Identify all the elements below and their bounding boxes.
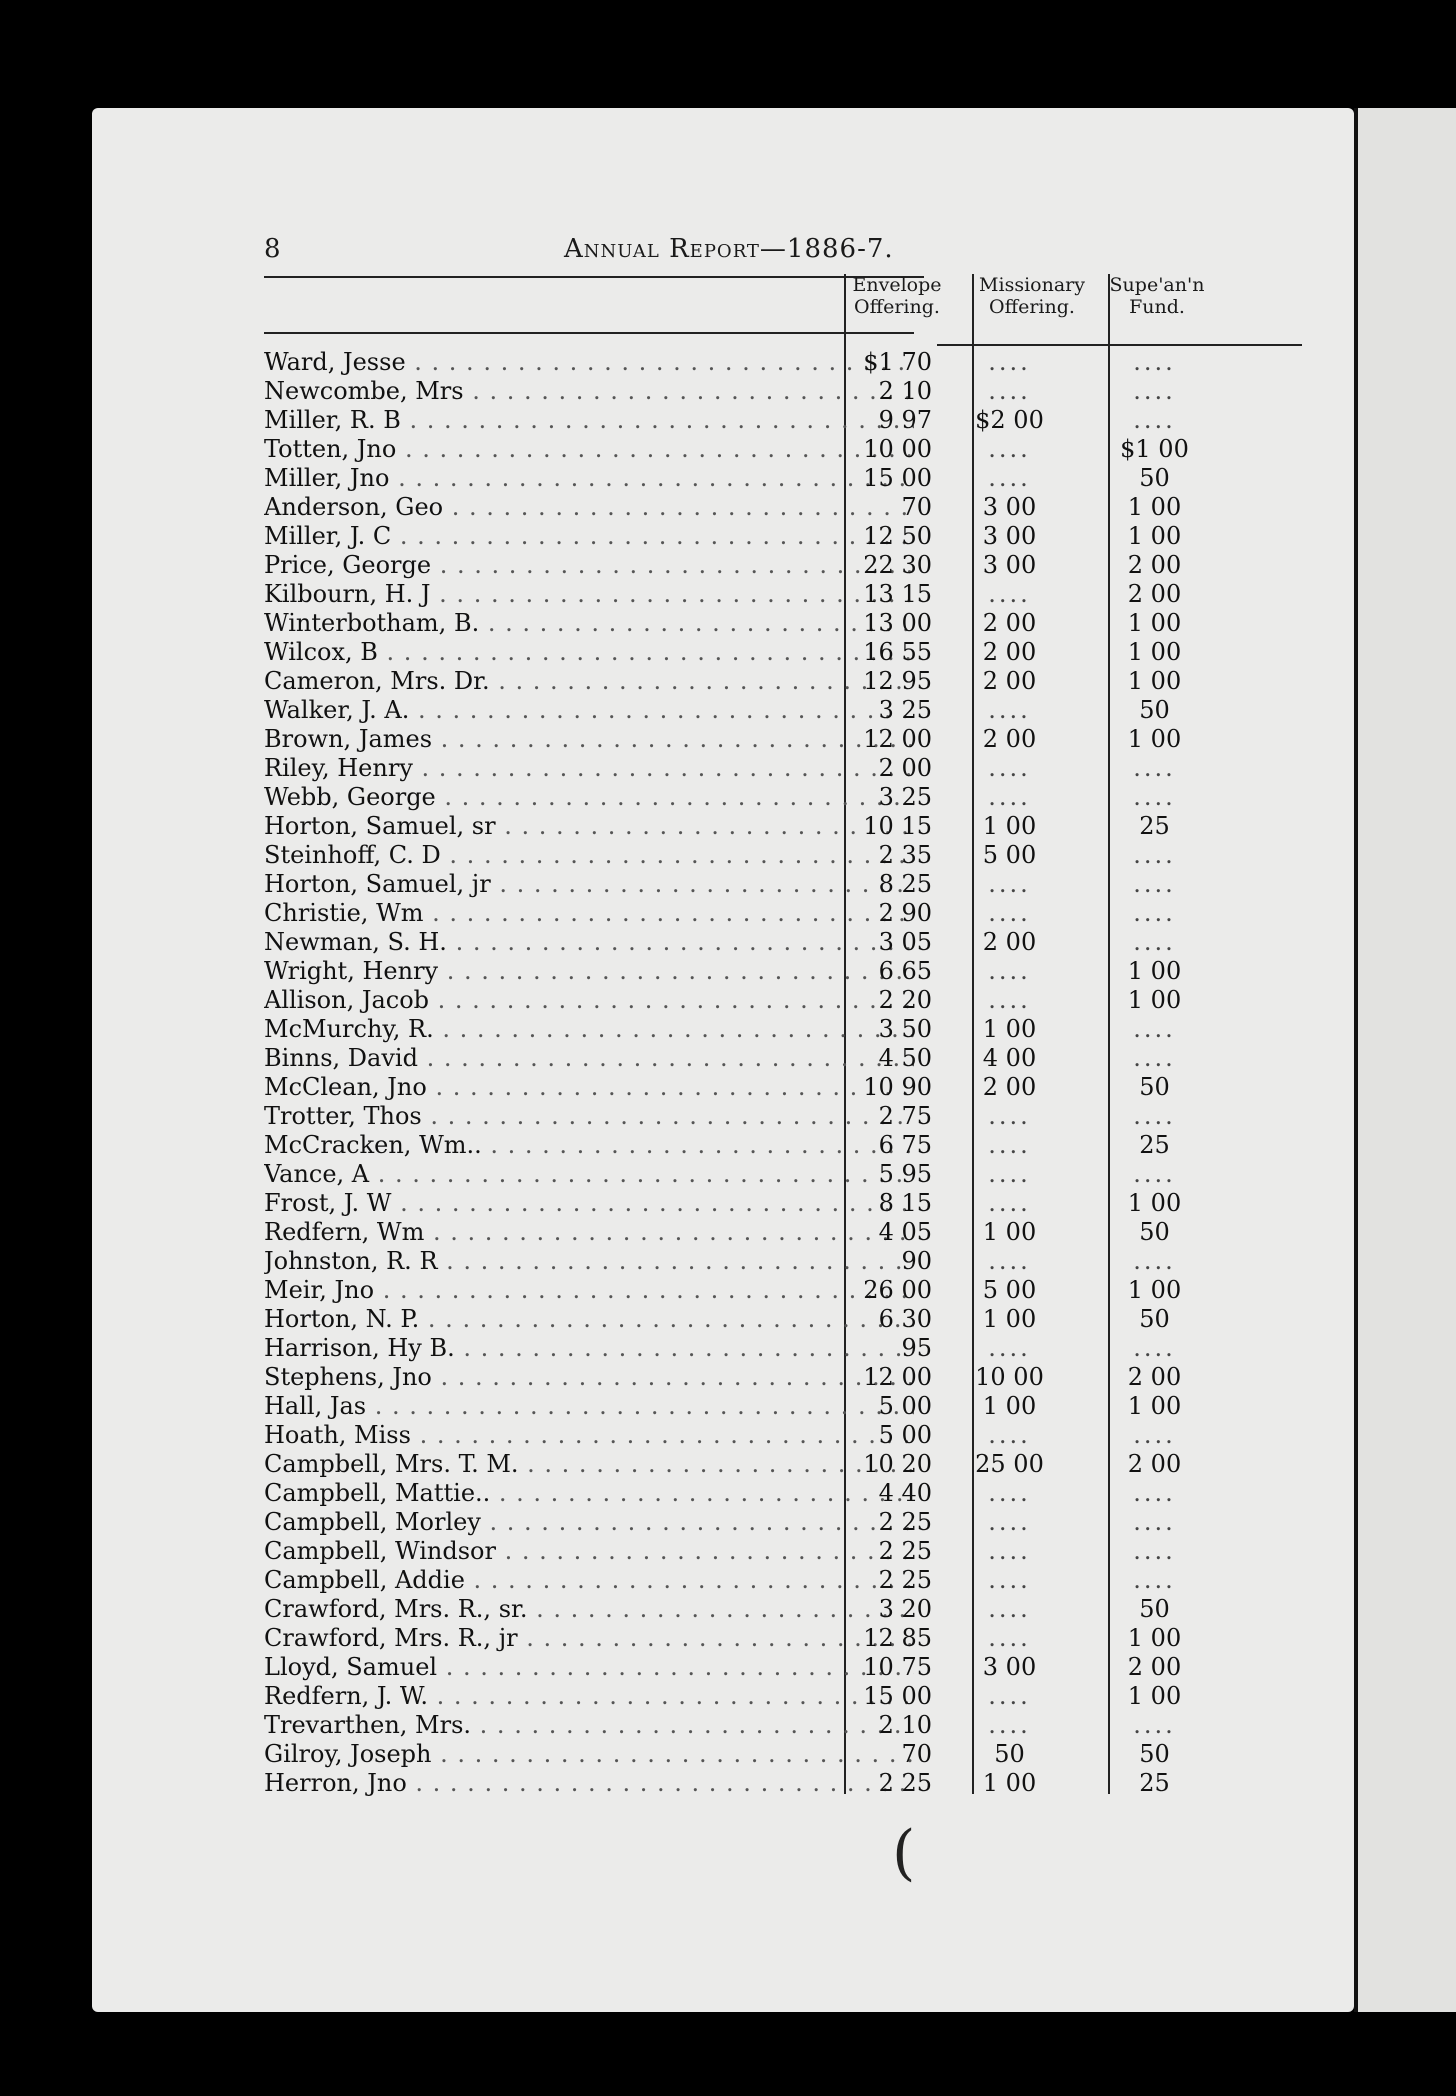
table-row <box>92 1189 1354 1218</box>
table-row <box>92 957 1354 986</box>
contributor-name: Vance, A . . . <box>264 1160 914 1189</box>
envelope-offering-cell: 13 00 <box>863 609 932 637</box>
missionary-offering-cell: .... <box>988 435 1031 463</box>
contributor-name: Hall, Jas . . . <box>264 1392 914 1421</box>
superannuation-fund-cell: .... <box>1133 754 1176 782</box>
missionary-offering-cell: 10 00 <box>975 1363 1044 1391</box>
table-row <box>92 928 1354 957</box>
contributor-name: Herron, Jno . . . <box>264 1769 914 1798</box>
missionary-offering-cell: 1 00 <box>982 1769 1037 1797</box>
table-row <box>92 1653 1354 1682</box>
envelope-offering-cell: 16 55 <box>863 638 932 666</box>
contributor-name: Kilbourn, H. J . . . <box>264 580 914 609</box>
contributor-name: Redfern, Wm . . . <box>264 1218 914 1247</box>
envelope-offering-cell: 4 50 <box>878 1044 932 1072</box>
missionary-offering-cell: .... <box>988 754 1031 782</box>
table-row <box>92 1682 1354 1711</box>
missionary-offering-cell: 3 00 <box>982 1653 1037 1681</box>
table-row <box>92 783 1354 812</box>
contributor-name: Horton, N. P. . . . <box>264 1305 914 1334</box>
missionary-offering-cell: .... <box>988 1537 1031 1565</box>
contributor-name: Wilcox, B . . . <box>264 638 914 667</box>
missionary-offering-cell: 2 00 <box>982 725 1037 753</box>
superannuation-fund-cell: .... <box>1133 1711 1176 1739</box>
table-row <box>92 609 1354 638</box>
missionary-offering-cell: .... <box>988 783 1031 811</box>
contributor-name: Harrison, Hy B. . . . <box>264 1334 914 1363</box>
missionary-offering-cell: .... <box>988 1711 1031 1739</box>
table-row <box>92 841 1354 870</box>
contributor-name: Walker, J. A. . . . <box>264 696 914 725</box>
contributor-name: Allison, Jacob . . . <box>264 986 914 1015</box>
envelope-offering-cell: 12 85 <box>863 1624 932 1652</box>
table-row <box>92 406 1354 435</box>
envelope-offering-cell: 3 25 <box>878 783 932 811</box>
envelope-offering-cell: 6 75 <box>878 1131 932 1159</box>
contributor-name: Horton, Samuel, jr . . . <box>264 870 914 899</box>
contributor-name: Riley, Henry . . . <box>264 754 914 783</box>
missionary-offering-cell: 50 <box>994 1740 1025 1768</box>
superannuation-fund-cell: .... <box>1133 841 1176 869</box>
missionary-offering-cell: 1 00 <box>982 1392 1037 1420</box>
superannuation-fund-cell: 50 <box>1139 1305 1170 1333</box>
table-row <box>92 899 1354 928</box>
missionary-offering-cell: .... <box>988 348 1031 376</box>
contributor-name: Cameron, Mrs. Dr. . . . <box>264 667 914 696</box>
envelope-offering-cell: 8 15 <box>878 1189 932 1217</box>
table-row <box>92 1595 1354 1624</box>
superannuation-fund-cell: 50 <box>1139 1740 1170 1768</box>
envelope-offering-cell: 26 00 <box>863 1276 932 1304</box>
contributor-name: Newcombe, Mrs . . . <box>264 377 914 406</box>
contributor-name: Steinhoff, C. D . . . <box>264 841 914 870</box>
missionary-offering-cell: .... <box>988 1334 1031 1362</box>
superannuation-fund-cell: .... <box>1133 1508 1176 1536</box>
envelope-offering-cell: 2 35 <box>878 841 932 869</box>
missionary-offering-cell: .... <box>988 957 1031 985</box>
top-rule-right <box>937 344 1302 346</box>
superannuation-fund-cell: 1 00 <box>1127 1276 1182 1304</box>
contributor-name: Binns, David . . . <box>264 1044 914 1073</box>
table-row <box>92 638 1354 667</box>
missionary-offering-cell: .... <box>988 1508 1031 1536</box>
missionary-offering-cell: 4 00 <box>982 1044 1037 1072</box>
table-row <box>92 464 1354 493</box>
missionary-offering-cell: 3 00 <box>982 522 1037 550</box>
superannuation-fund-cell: .... <box>1133 377 1176 405</box>
facing-page-edge <box>1354 108 1456 2012</box>
table-row <box>92 1711 1354 1740</box>
superannuation-fund-cell: 25 <box>1139 1131 1170 1159</box>
contributor-name: Crawford, Mrs. R., jr . . . <box>264 1624 914 1653</box>
superannuation-fund-cell: 1 00 <box>1127 1624 1182 1652</box>
table-row <box>92 1044 1354 1073</box>
contributor-name: Trotter, Thos . . . <box>264 1102 914 1131</box>
table-row <box>92 754 1354 783</box>
superannuation-fund-cell: 1 00 <box>1127 957 1182 985</box>
page-header <box>92 230 1354 270</box>
missionary-offering-cell: .... <box>988 1160 1031 1188</box>
missionary-offering-cell: .... <box>988 1479 1031 1507</box>
table-row <box>92 1769 1354 1798</box>
contributor-name: Ward, Jesse . . . <box>264 348 914 377</box>
contributor-name: Totten, Jno . . . <box>264 435 914 464</box>
missionary-offering-cell: .... <box>988 377 1031 405</box>
table-row <box>92 870 1354 899</box>
table-row <box>92 522 1354 551</box>
table-row <box>92 1218 1354 1247</box>
envelope-offering-cell: 90 <box>901 1247 932 1275</box>
envelope-offering-cell: 4 05 <box>878 1218 932 1246</box>
envelope-offering-cell: 70 <box>901 493 932 521</box>
page-number: 8 <box>264 234 281 264</box>
contributor-name: Campbell, Addie . . . <box>264 1566 914 1595</box>
contributor-name: McMurchy, R. . . . <box>264 1015 914 1044</box>
table-row <box>92 1624 1354 1653</box>
superannuation-fund-cell: .... <box>1133 928 1176 956</box>
column-header-missionary: Missionary Offering. <box>979 274 1085 318</box>
envelope-offering-cell: $1 70 <box>863 348 932 376</box>
missionary-offering-cell: 1 00 <box>982 1015 1037 1043</box>
envelope-offering-cell: 22 30 <box>863 551 932 579</box>
envelope-offering-cell: 3 50 <box>878 1015 932 1043</box>
table-row <box>92 1537 1354 1566</box>
contributor-name: Trevarthen, Mrs. . . . <box>264 1711 914 1740</box>
superannuation-fund-cell: 25 <box>1139 1769 1170 1797</box>
envelope-offering-cell: 2 25 <box>878 1769 932 1797</box>
missionary-offering-cell: 2 00 <box>982 928 1037 956</box>
envelope-offering-cell: 3 25 <box>878 696 932 724</box>
contributor-name: Redfern, J. W. . . . <box>264 1682 914 1711</box>
superannuation-fund-cell: 2 00 <box>1127 1450 1182 1478</box>
superannuation-fund-cell: 50 <box>1139 696 1170 724</box>
table-row <box>92 551 1354 580</box>
superannuation-fund-cell: .... <box>1133 870 1176 898</box>
contributor-name: McClean, Jno . . . <box>264 1073 914 1102</box>
contributor-name: Gilroy, Joseph . . . <box>264 1740 914 1769</box>
table-row <box>92 1131 1354 1160</box>
missionary-offering-cell: 1 00 <box>982 812 1037 840</box>
table-row <box>92 1740 1354 1769</box>
contributor-name: Frost, J. W . . . <box>264 1189 914 1218</box>
document-page <box>92 108 1354 2012</box>
table-row <box>92 1247 1354 1276</box>
superannuation-fund-cell: .... <box>1133 1015 1176 1043</box>
missionary-offering-cell: .... <box>988 870 1031 898</box>
superannuation-fund-cell: .... <box>1133 783 1176 811</box>
envelope-offering-cell: 4 40 <box>878 1479 932 1507</box>
contributor-name: McCracken, Wm.. . . . <box>264 1131 914 1160</box>
envelope-offering-cell: 12 00 <box>863 1363 932 1391</box>
contributor-name: Campbell, Mrs. T. M. . . . <box>264 1450 914 1479</box>
missionary-offering-cell: .... <box>988 1131 1031 1159</box>
envelope-offering-cell: 2 25 <box>878 1537 932 1565</box>
superannuation-fund-cell: .... <box>1133 1160 1176 1188</box>
envelope-offering-cell: 2 75 <box>878 1102 932 1130</box>
missionary-offering-cell: 2 00 <box>982 609 1037 637</box>
envelope-offering-cell: 3 05 <box>878 928 932 956</box>
superannuation-fund-cell: 50 <box>1139 1218 1170 1246</box>
missionary-offering-cell: 2 00 <box>982 1073 1037 1101</box>
table-row <box>92 435 1354 464</box>
missionary-offering-cell: .... <box>988 1566 1031 1594</box>
superannuation-fund-cell: 1 00 <box>1127 986 1182 1014</box>
missionary-offering-cell: .... <box>988 696 1031 724</box>
envelope-offering-cell: 3 20 <box>878 1595 932 1623</box>
envelope-offering-cell: 2 20 <box>878 986 932 1014</box>
header-rule <box>264 332 914 334</box>
envelope-offering-cell: 10 15 <box>863 812 932 840</box>
envelope-offering-cell: 8 25 <box>878 870 932 898</box>
superannuation-fund-cell: 1 00 <box>1127 1189 1182 1217</box>
missionary-offering-cell: 5 00 <box>982 1276 1037 1304</box>
missionary-offering-cell: $2 00 <box>975 406 1044 434</box>
contributor-name: Winterbotham, B. . . . <box>264 609 914 638</box>
superannuation-fund-cell: .... <box>1133 1247 1176 1275</box>
superannuation-fund-cell: 1 00 <box>1127 609 1182 637</box>
table-row <box>92 377 1354 406</box>
missionary-offering-cell: 5 00 <box>982 841 1037 869</box>
envelope-offering-cell: 95 <box>901 1334 932 1362</box>
table-row <box>92 667 1354 696</box>
contributor-name: Campbell, Mattie.. . . . <box>264 1479 914 1508</box>
envelope-offering-cell: 12 00 <box>863 725 932 753</box>
envelope-offering-cell: 10 00 <box>863 435 932 463</box>
superannuation-fund-cell: 1 00 <box>1127 667 1182 695</box>
envelope-offering-cell: 2 25 <box>878 1566 932 1594</box>
superannuation-fund-cell: 50 <box>1139 1595 1170 1623</box>
superannuation-fund-cell: .... <box>1133 899 1176 927</box>
missionary-offering-cell: .... <box>988 1247 1031 1275</box>
superannuation-fund-cell: .... <box>1133 1479 1176 1507</box>
superannuation-fund-cell: 50 <box>1139 1073 1170 1101</box>
superannuation-fund-cell: 1 00 <box>1127 493 1182 521</box>
envelope-offering-cell: 2 25 <box>878 1508 932 1536</box>
superannuation-fund-cell: 1 00 <box>1127 725 1182 753</box>
stray-mark: ( <box>892 1818 916 1888</box>
superannuation-fund-cell: .... <box>1133 1102 1176 1130</box>
contributor-name: Stephens, Jno . . . <box>264 1363 914 1392</box>
missionary-offering-cell: 2 00 <box>982 638 1037 666</box>
contributor-name: Webb, George . . . <box>264 783 914 812</box>
envelope-offering-cell: 5 00 <box>878 1392 932 1420</box>
missionary-offering-cell: 3 00 <box>982 493 1037 521</box>
contributor-name: Crawford, Mrs. R., sr. . . . <box>264 1595 914 1624</box>
missionary-offering-cell: .... <box>988 986 1031 1014</box>
contributor-name: Horton, Samuel, sr . . . <box>264 812 914 841</box>
table-row <box>92 1566 1354 1595</box>
contributor-name: Johnston, R. R . . . <box>264 1247 914 1276</box>
superannuation-fund-cell: .... <box>1133 406 1176 434</box>
table-row <box>92 696 1354 725</box>
envelope-offering-cell: 5 00 <box>878 1421 932 1449</box>
table-row <box>92 1479 1354 1508</box>
superannuation-fund-cell: 2 00 <box>1127 580 1182 608</box>
envelope-offering-cell: 10 20 <box>863 1450 932 1478</box>
table-row <box>92 1015 1354 1044</box>
table-row <box>92 1160 1354 1189</box>
contributor-name: Lloyd, Samuel . . . <box>264 1653 914 1682</box>
envelope-offering-cell: 15 00 <box>863 464 932 492</box>
missionary-offering-cell: .... <box>988 1421 1031 1449</box>
superannuation-fund-cell: 2 00 <box>1127 551 1182 579</box>
envelope-offering-cell: 6 65 <box>878 957 932 985</box>
missionary-offering-cell: .... <box>988 1595 1031 1623</box>
contributor-name: Hoath, Miss . . . <box>264 1421 914 1450</box>
superannuation-fund-cell: $1 00 <box>1120 435 1189 463</box>
table-row <box>92 1508 1354 1537</box>
envelope-offering-cell: 70 <box>901 1740 932 1768</box>
contributor-name: Christie, Wm . . . <box>264 899 914 928</box>
missionary-offering-cell: 2 00 <box>982 667 1037 695</box>
contributor-name: Miller, Jno . . . <box>264 464 914 493</box>
superannuation-fund-cell: 1 00 <box>1127 522 1182 550</box>
envelope-offering-cell: 5 95 <box>878 1160 932 1188</box>
table-row <box>92 1450 1354 1479</box>
envelope-offering-cell: 12 95 <box>863 667 932 695</box>
envelope-offering-cell: 2 00 <box>878 754 932 782</box>
missionary-offering-cell: 3 00 <box>982 551 1037 579</box>
table-row <box>92 493 1354 522</box>
superannuation-fund-cell: 2 00 <box>1127 1363 1182 1391</box>
superannuation-fund-cell: .... <box>1133 348 1176 376</box>
envelope-offering-cell: 10 90 <box>863 1073 932 1101</box>
superannuation-fund-cell: .... <box>1133 1421 1176 1449</box>
contributor-name: Brown, James . . . <box>264 725 914 754</box>
missionary-offering-cell: .... <box>988 1624 1031 1652</box>
missionary-offering-cell: .... <box>988 1102 1031 1130</box>
envelope-offering-cell: 2 10 <box>878 377 932 405</box>
contributor-name: Anderson, Geo . . . <box>264 493 914 522</box>
table-row <box>92 348 1354 377</box>
table-row <box>92 1102 1354 1131</box>
missionary-offering-cell: .... <box>988 580 1031 608</box>
envelope-offering-cell: 2 10 <box>878 1711 932 1739</box>
envelope-offering-cell: 13 15 <box>863 580 932 608</box>
column-header-envelope: Envelope Offering. <box>852 274 942 318</box>
superannuation-fund-cell: 1 00 <box>1127 1682 1182 1710</box>
running-title: Annual Report—1886-7. <box>564 234 894 264</box>
missionary-offering-cell: .... <box>988 1682 1031 1710</box>
table-row <box>92 1276 1354 1305</box>
missionary-offering-cell: 25 00 <box>975 1450 1044 1478</box>
superannuation-fund-cell: 50 <box>1139 464 1170 492</box>
table-row <box>92 725 1354 754</box>
table-row <box>92 812 1354 841</box>
table-row <box>92 1305 1354 1334</box>
table-row <box>92 1363 1354 1392</box>
superannuation-fund-cell: .... <box>1133 1044 1176 1072</box>
contributor-name: Miller, R. B . . . <box>264 406 914 435</box>
table-row <box>92 1421 1354 1450</box>
table-row <box>92 580 1354 609</box>
envelope-offering-cell: 6 30 <box>878 1305 932 1333</box>
missionary-offering-cell: 1 00 <box>982 1218 1037 1246</box>
table-row <box>92 986 1354 1015</box>
missionary-offering-cell: .... <box>988 1189 1031 1217</box>
missionary-offering-cell: .... <box>988 899 1031 927</box>
contributor-name: Campbell, Windsor . . . <box>264 1537 914 1566</box>
contributor-name: Campbell, Morley . . . <box>264 1508 914 1537</box>
envelope-offering-cell: 12 50 <box>863 522 932 550</box>
superannuation-fund-cell: .... <box>1133 1537 1176 1565</box>
superannuation-fund-cell: 25 <box>1139 812 1170 840</box>
column-header-superannuation: Supe'an'n Fund. <box>1109 274 1205 318</box>
table-row <box>92 1392 1354 1421</box>
envelope-offering-cell: 2 90 <box>878 899 932 927</box>
envelope-offering-cell: 10 75 <box>863 1653 932 1681</box>
contributor-name: Wright, Henry . . . <box>264 957 914 986</box>
contributor-name: Miller, J. C . . . <box>264 522 914 551</box>
envelope-offering-cell: 15 00 <box>863 1682 932 1710</box>
superannuation-fund-cell: .... <box>1133 1566 1176 1594</box>
superannuation-fund-cell: 1 00 <box>1127 638 1182 666</box>
superannuation-fund-cell: 1 00 <box>1127 1392 1182 1420</box>
superannuation-fund-cell: .... <box>1133 1334 1176 1362</box>
missionary-offering-cell: .... <box>988 464 1031 492</box>
contributor-name: Newman, S. H. . . . <box>264 928 914 957</box>
envelope-offering-cell: 9 97 <box>878 406 932 434</box>
top-rule-left <box>264 276 924 278</box>
table-row <box>92 1073 1354 1102</box>
contributor-name: Price, George . . . <box>264 551 914 580</box>
table-row <box>92 1334 1354 1363</box>
superannuation-fund-cell: 2 00 <box>1127 1653 1182 1681</box>
missionary-offering-cell: 1 00 <box>982 1305 1037 1333</box>
contributor-name: Meir, Jno . . . <box>264 1276 914 1305</box>
